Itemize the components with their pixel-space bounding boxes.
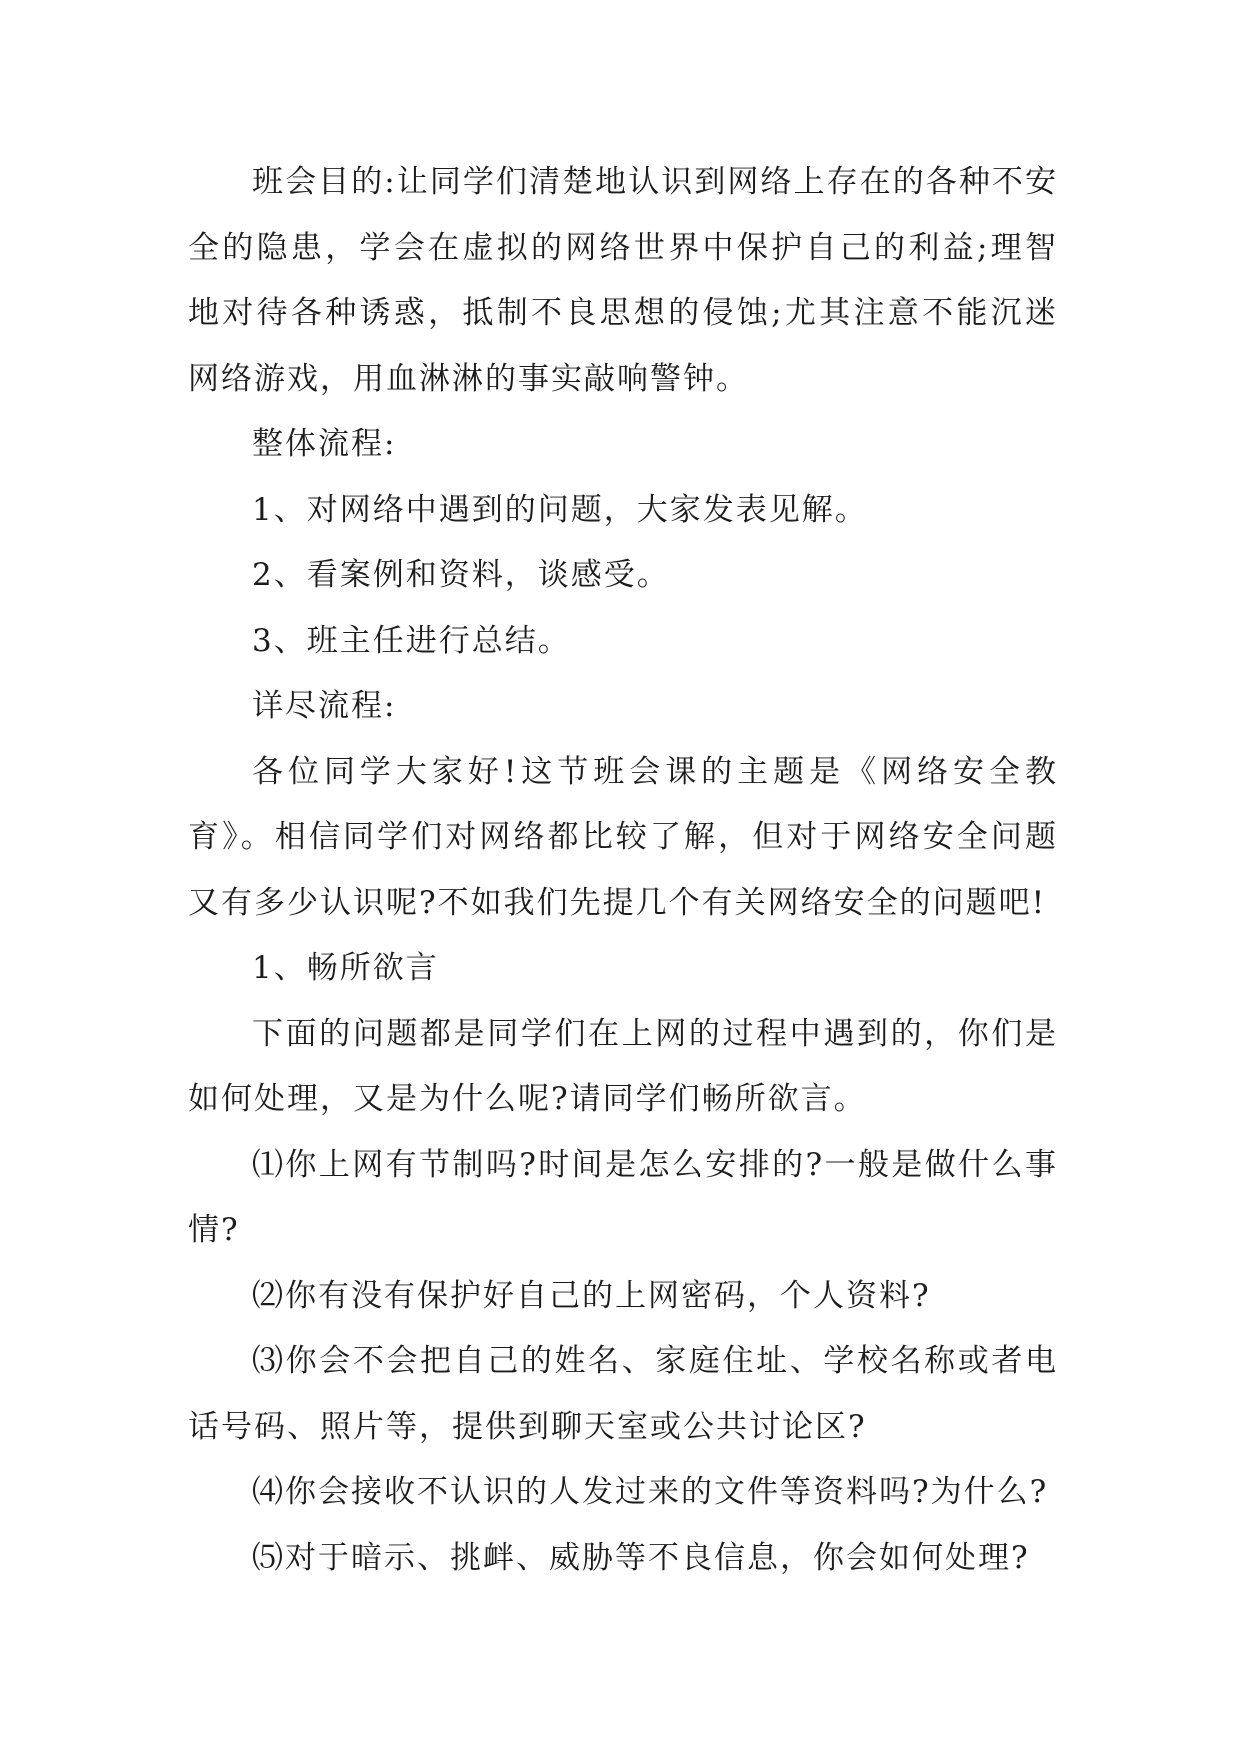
paragraph-detailed-flow-heading: 详尽流程: [252,688,397,724]
paragraph-question-3: ⑶你会不会把自己的姓名、家庭住址、学校名称或者电话号码、照片等，提供到聊天室或公共讨论区? [188,1343,1058,1445]
document-body [188,150,1058,1591]
paragraph-question-1: ⑴你上网有节制吗?时间是怎么安排的?一般是做什么事情? [188,1146,1058,1248]
paragraph-section-1-intro: 下面的问题都是同学们在上网的过程中遇到的，你们是如何处理，又是为什么呢?请同学们畅所欲言。 [188,1015,1058,1117]
paragraph-flow-step-2: 2、看案例和资料，谈感受。 [252,557,670,593]
paragraph-introduction: 各位同学大家好!这节班会课的主题是《网络安全教育》。相信同学们对网络都比较了解，但对于网络安全问题又有多少认识呢?不如我们先提几个有关网络安全的问题吧! [188,753,1058,921]
paragraph-purpose: 班会目的:让同学们清楚地认识到网络上存在的各种不安全的隐患，学会在虚拟的网络世界中保护自己的利益;理智地对待各种诱惑，抵制不良思想的侵蚀;尤其注意不能沉迷网络游戏，用血淋淋的事实敲响警钟。 [188,164,1058,397]
paragraph-question-4: ⑷你会接收不认识的人发过来的文件等资料吗?为什么? [252,1474,1049,1510]
paragraph-overall-flow-heading: 整体流程: [252,426,397,462]
paragraph-section-1-title: 1、畅所欲言 [252,950,439,986]
paragraph-flow-step-3: 3、班主任进行总结。 [252,622,571,659]
paragraph-question-2: ⑵你有没有保护好自己的上网密码，个人资料? [252,1277,931,1314]
paragraph-question-5: ⑸对于暗示、挑衅、威胁等不良信息，你会如何处理? [252,1539,1030,1576]
paragraph-flow-step-1: 1、对网络中遇到的问题，大家发表见解。 [252,491,868,528]
